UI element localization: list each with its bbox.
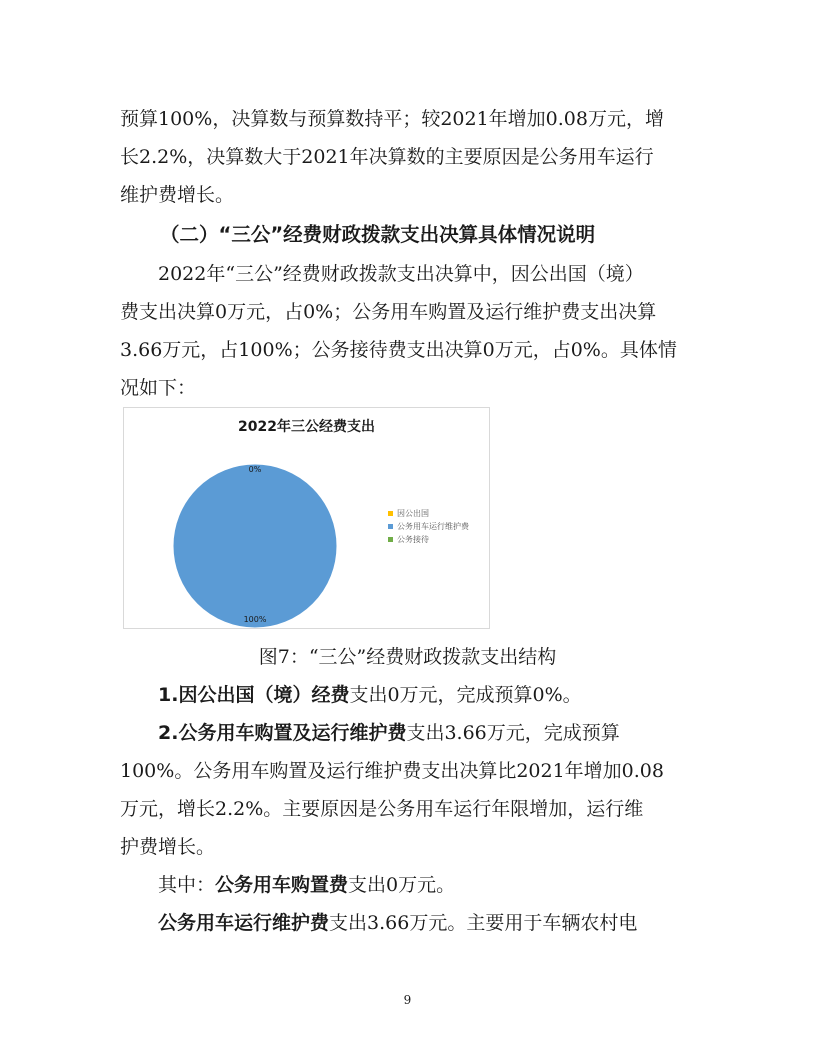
text-line: 预算100%，决算数与预算数持平；较2021年增加0.08万元，增 xyxy=(120,108,664,130)
item-vehicle-maintenance-title: 公务用车运行维护费 xyxy=(158,912,330,934)
text-line: 费支出决算0万元，占0%；公务用车购置及运行维护费支出决算 xyxy=(120,301,657,323)
paragraph-budget-comparison xyxy=(120,100,695,214)
legend-item xyxy=(388,521,470,531)
item-vehicle-maintenance xyxy=(120,904,695,942)
item-vehicle-purchase-text: 支出0万元。 xyxy=(348,874,456,896)
item-vehicle-text: 支出3.66万元，完成预算 xyxy=(406,722,620,744)
text-line: 护费增长。 xyxy=(120,836,216,858)
pie-slice xyxy=(173,464,337,628)
legend-item xyxy=(388,534,429,544)
item-travel-abroad xyxy=(120,676,695,714)
item-travel-abroad-title: 1.因公出国（境）经费 xyxy=(158,684,350,706)
item-vehicle-maintenance-text: 支出3.66万元。主要用于车辆农村电 xyxy=(329,912,638,934)
pie-data-label: 0% xyxy=(248,465,262,474)
legend-label: 公务用车运行维护费 xyxy=(397,522,469,531)
paragraph-items xyxy=(120,676,695,942)
item-vehicle-purchase xyxy=(120,866,695,904)
text-line: 维护费增长。 xyxy=(120,184,235,206)
legend-label: 公务接待 xyxy=(397,535,429,544)
legend-swatch xyxy=(388,511,393,516)
pie-data-label: 100% xyxy=(243,615,267,624)
section-heading: （二）“三公”经费财政拨款支出决算具体情况说明 xyxy=(160,223,596,246)
item-vehicle-title: 2.公务用车购置及运行维护费 xyxy=(158,722,407,744)
pie-chart-svg xyxy=(124,408,489,628)
item-vehicle xyxy=(120,714,695,752)
figure-caption: 图7：“三公”经费财政拨款支出结构 xyxy=(258,646,557,668)
item-vehicle-purchase-title: 公务用车购置费 xyxy=(215,874,349,896)
text-line: 2022年“三公”经费财政拨款支出决算中，因公出国（境） xyxy=(158,263,644,285)
text-line: 3.66万元，占100%；公务接待费支出决算0万元，占0%。具体情 xyxy=(120,339,677,361)
legend-swatch xyxy=(388,537,393,542)
paragraph-summary xyxy=(120,255,695,407)
legend-swatch xyxy=(388,524,393,529)
item-travel-abroad-text: 支出0万元，完成预算0%。 xyxy=(349,684,582,706)
page-number: 9 xyxy=(403,993,412,1007)
pie-chart xyxy=(123,407,490,629)
text-line: 长2.2%，决算数大于2021年决算数的主要原因是公务用车运行 xyxy=(120,146,654,168)
chart-title: 2022年三公经费支出 xyxy=(238,419,375,435)
text-line: 况如下： xyxy=(120,377,197,399)
legend-label: 因公出国 xyxy=(397,509,429,518)
text-line: 100%。公务用车购置及运行维护费支出决算比2021年增加0.08 xyxy=(120,760,664,782)
legend-item xyxy=(388,508,429,518)
text-line: 万元，增长2.2%。主要原因是公务用车运行年限增加，运行维 xyxy=(120,798,644,820)
item-vehicle-purchase-prefix: 其中： xyxy=(158,874,216,896)
